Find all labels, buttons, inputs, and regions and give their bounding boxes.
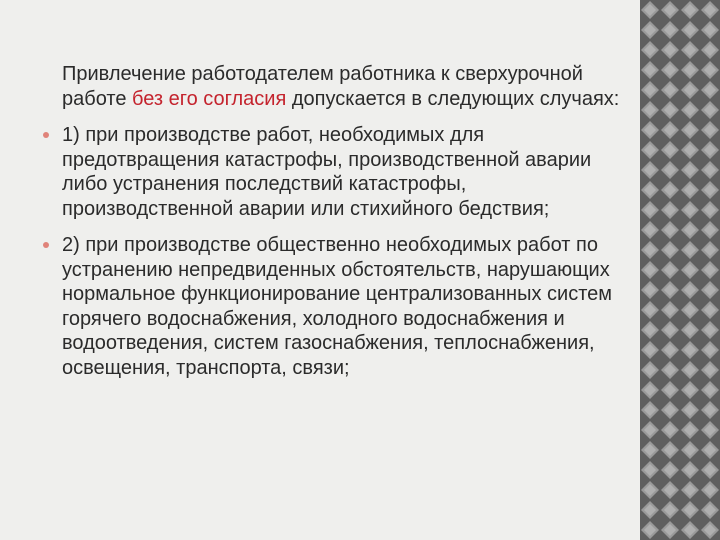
bullet-icon: [43, 242, 49, 248]
list-item-2-text: 2) при производстве общественно необходимых работ по устранению непредвиденных обстоятельств, нарушающих нормальное функционирование централизованных систем горячего водоснабжения, холодного водоснабжения и водоотведения, систем газоснабжения, теплоснабжения, освещения, транспорта, связи;: [62, 234, 612, 379]
list-item-1: [62, 123, 622, 221]
intro-text-before: Привлечение работодателем работника к сверхурочной работе: [62, 63, 583, 110]
list-item-1-text: 1) при производстве работ, необходимых для предотвращения катастрофы, производственной аварии либо устранения последствий катастрофы, производственной аварии или стихийного бедствия;: [62, 124, 592, 220]
decorative-side-pattern: [640, 0, 720, 540]
bullet-icon: [43, 132, 49, 138]
slide-text: [62, 62, 622, 392]
intro-text-after: допускается в следующих случаях:: [286, 87, 620, 110]
intro-paragraph: [62, 62, 622, 111]
list-item-2: [62, 233, 622, 380]
intro-highlight: без его согласия: [132, 87, 287, 110]
